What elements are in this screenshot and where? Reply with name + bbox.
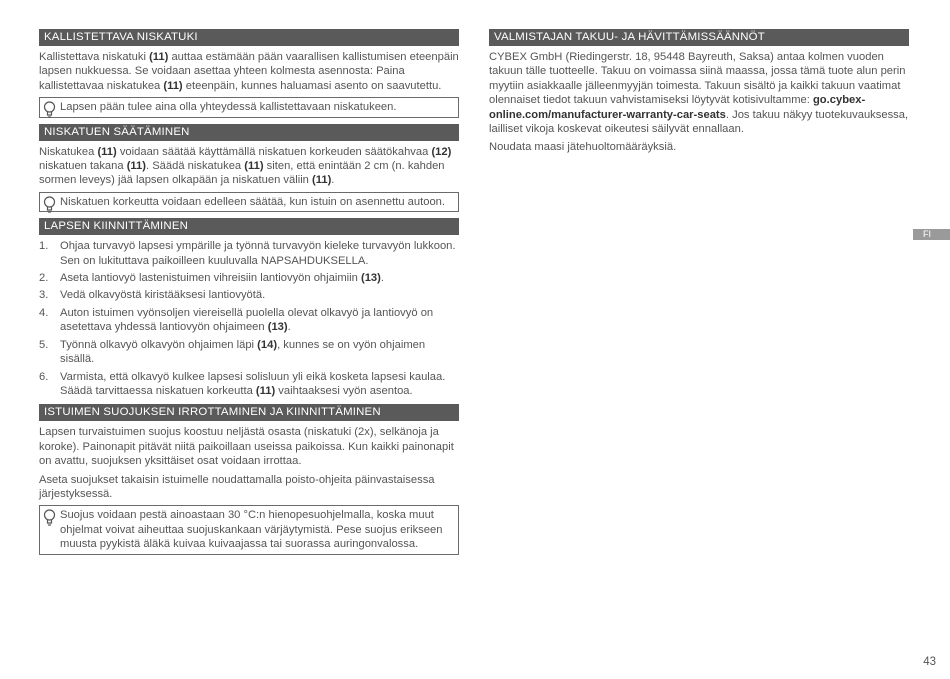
list-item	[39, 271, 459, 285]
text-run: Varmista, että olkavyö kulkee lapsesi solisluun yli eikä kosketa lapsesi kaulaa. Säädä tarvittaessa niskatuen korkeutta	[60, 370, 446, 397]
tip-box	[39, 192, 459, 212]
text-run: Työnnä olkavyö olkavyön ohjaimen läpi	[60, 338, 258, 351]
tilting-headrest-text	[39, 50, 459, 93]
securing-steps-list	[39, 239, 459, 398]
text-run: Aseta lantiovyö lastenistuimen vihreisiin lantiovyön ohjaimiin	[60, 272, 361, 285]
text-run: , kunnes se on vyön ohjaimen sisällä.	[60, 338, 426, 366]
bold-reference: (11)	[244, 160, 264, 173]
list-number: 3.	[39, 289, 49, 302]
text-run: niskatuen takana	[39, 160, 127, 173]
cover-text-1: Lapsen turvaistuimen suojus koostuu neljästä osasta (niskatuki (2x), selkänoja ja koroke). Painonapit pitävät niitä paikoillaan useissa paikoissa. Kun kaikki painonapit on avattu, suojuksen yksittäiset osat voidaan irrottaa.	[39, 426, 454, 468]
page-number: 43	[923, 656, 936, 668]
text-run: CYBEX GmbH (Riedingerstr. 18, 95448 Bayreuth, Saksa) antaa kolmen vuoden takuun tälle tuotteelle. Takuu on voimassa siinä maassa, jossa tämä tuote alun perin myytiin asiakkaalle jälleenmyyjän toimesta. Takuun sisältö ja kaikki takuun vaatimat olennaiset tiedot takuun vahvistamiseksi löytyvät kotisivultamme:	[489, 51, 906, 107]
text-run: .	[331, 174, 335, 187]
tip-text: Suojus voidaan pestä ainoastaan 30 °C:n hienopesuohjelmalla, koska muut ohjelmat voivat aiheuttaa suojuskankaan värjäytymistä. Pese suojus erikseen muusta pyykistä äläkä kuivaa kuivaajassa tai suorassa auringonvalossa.	[60, 509, 443, 551]
tip-box	[39, 97, 459, 117]
bold-reference: (14)	[257, 338, 278, 351]
text-run: voidaan säätää käyttämällä niskatuen korkeuden säätökahvaa	[116, 145, 432, 158]
lightbulb-icon	[43, 509, 56, 527]
list-number: 5.	[39, 338, 49, 351]
text-run: siten, että enintään 2 cm (n. kahden sormen leveys) jää lapsen olkapään ja niskatuen väliin	[39, 160, 445, 187]
text-run: auttaa estämään pään vaarallisen kallistumisen eteenpäin lapsen nukkuessa. Se voidaan asettaa yhteen kolmesta asennosta: Paina kallistettavaa niskatukea	[39, 51, 459, 92]
list-item	[39, 239, 459, 268]
text-run: vaihtaaksesi vyön asentoa.	[275, 384, 413, 397]
section-title-headrest-adjustment: NISKATUEN SÄÄTÄMINEN	[39, 124, 459, 141]
tip-text: Niskatuen korkeutta voidaan edelleen säätää, kun istuin on asennettu autoon.	[60, 195, 445, 208]
lightbulb-icon	[43, 196, 56, 214]
text-run: . Jos takuu näkyy tuotekuvauksessa, lailliset vikoja koskevat oikeutesi säilyvät ennallaan.	[489, 108, 909, 136]
list-item	[39, 338, 459, 367]
text-run: Ohjaa turvavyö lapsesi ympärille ja työnnä turvavyön kieleke turvavyön lukkoon. Sen on lukituttava paikoilleen kuuluvalla NAPSAHDUKSELLA.	[60, 240, 456, 267]
bold-reference: (13)	[360, 272, 381, 285]
language-tab: FI	[913, 229, 950, 240]
lightbulb-icon	[43, 101, 56, 119]
bold-reference: (11)	[126, 160, 146, 173]
text-run: Kallistettava niskatuki	[39, 51, 150, 63]
text-run: eteenpäin, kunnes haluamasi asento on saavutettu.	[182, 79, 442, 92]
bold-reference: (11)	[149, 51, 169, 63]
tip-text: Lapsen pään tulee aina olla yhteydessä kallistettavaan niskatukeen.	[60, 101, 397, 114]
list-number: 2.	[39, 272, 49, 285]
bold-reference: (11)	[163, 79, 183, 92]
section-title-warranty: VALMISTAJAN TAKUU- JA HÄVITTÄMISSÄÄNNÖT	[489, 29, 909, 46]
list-number: 4.	[39, 306, 49, 319]
bold-reference: go.cybex-online.com/manufacturer-warranty-car-seats	[489, 94, 866, 121]
right-column	[489, 29, 909, 159]
left-column	[39, 29, 459, 561]
text-run: Vedä olkavyöstä kiristääksesi lantiovyötä.	[60, 289, 266, 302]
text-run: Auton istuimen vyönsoljen viereisellä puolella olevat olkavyö ja lantiovyö on asetettava yhdessä lantiovyön ohjaimeen	[60, 306, 434, 334]
headrest-adjustment-text	[39, 145, 459, 188]
section-title-cover-removal: ISTUIMEN SUOJUKSEN IRROTTAMINEN JA KIINNITTÄMINEN	[39, 404, 459, 421]
list-number: 1.	[39, 240, 49, 253]
tip-box	[39, 505, 459, 554]
disposal-text: Noudata maasi jätehuoltomääräyksiä.	[489, 141, 677, 154]
list-item	[39, 370, 459, 399]
text-run: .	[380, 272, 384, 285]
text-run: .	[287, 321, 291, 334]
text-run: . Säädä niskatukea	[145, 160, 245, 173]
bold-reference: (13)	[267, 321, 288, 334]
bold-reference: (11)	[255, 384, 276, 397]
bold-reference: (12)	[431, 145, 452, 158]
list-item	[39, 288, 459, 302]
list-item	[39, 306, 459, 335]
bold-reference: (11)	[312, 174, 332, 187]
text-run: Niskatukea	[39, 145, 98, 158]
section-title-securing-child: LAPSEN KIINNITTÄMINEN	[39, 218, 459, 235]
list-number: 6.	[39, 370, 49, 383]
bold-reference: (11)	[97, 145, 117, 158]
cover-text-2: Aseta suojukset takaisin istuimelle noudattamalla poisto-ohjeita päinvastaisessa järjestyksessä.	[39, 473, 435, 500]
warranty-text	[489, 50, 909, 136]
section-title-tilting-headrest: KALLISTETTAVA NISKATUKI	[39, 29, 459, 46]
